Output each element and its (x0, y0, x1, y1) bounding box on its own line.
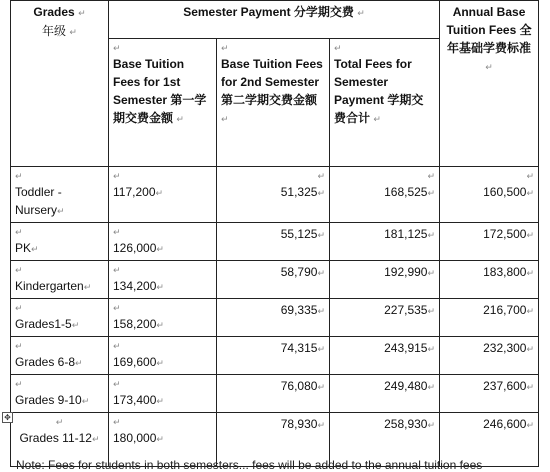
table-row (11, 223, 539, 261)
first-semester-cell: ↵ 126,000↵ (109, 223, 217, 261)
grade-cell: ↵ Grades1-5↵ (11, 299, 109, 337)
first-semester-cell: ↵ 117,200↵ (109, 167, 217, 223)
table-move-handle-icon[interactable]: ✥ (2, 412, 13, 423)
first-semester-cell: ↵ 180,000↵ (109, 413, 217, 467)
second-semester-cell: 78,930↵ (217, 413, 330, 467)
table-row (11, 337, 539, 375)
first-semester-cell: ↵ 169,600↵ (109, 337, 217, 375)
table-row (11, 375, 539, 413)
grade-cell: ↵ Grades 6-8↵ (11, 337, 109, 375)
first-semester-cell: ↵ 134,200↵ (109, 261, 217, 299)
table-row (11, 299, 539, 337)
total-fees-header: ↵ Total Fees for Semester Payment 学期交费合计 ↵ (330, 39, 440, 167)
annual-cell: 172,500↵ (440, 223, 539, 261)
second-semester-cell: 58,790↵ (217, 261, 330, 299)
total-cell: 227,535↵ (330, 299, 440, 337)
annual-cell: 216,700↵ (440, 299, 539, 337)
second-semester-header: ↵ Base Tuition Fees for 2nd Semester 第二学期交费金额 ↵ (217, 39, 330, 167)
first-semester-header: ↵ Base Tuition Fees for 1st Semester 第一学期交费金额 ↵ (109, 39, 217, 167)
total-cell: 258,930↵ (330, 413, 440, 467)
semester-payment-header: Semester Payment 分学期交费 ↵ (109, 1, 440, 39)
annual-cell: 246,600↵ (440, 413, 539, 467)
grade-cell: ↵ Toddler - Nursery↵ (11, 167, 109, 223)
first-semester-cell: ↵ 173,400↵ (109, 375, 217, 413)
first-semester-cell: ↵ 158,200↵ (109, 299, 217, 337)
total-cell: 192,990↵ (330, 261, 440, 299)
footnote: Note: Fees for students in both semesters... fees will be added to the annual tuition fees (16, 458, 483, 472)
annual-cell: ↵ 160,500↵ (440, 167, 539, 223)
annual-cell: 237,600↵ (440, 375, 539, 413)
grade-cell: ↵ Grades 11-12↵ (11, 413, 109, 467)
annual-cell: 232,300↵ (440, 337, 539, 375)
second-semester-cell: 74,315↵ (217, 337, 330, 375)
grade-cell: ↵ PK↵ (11, 223, 109, 261)
total-cell: 181,125↵ (330, 223, 440, 261)
total-cell: 249,480↵ (330, 375, 440, 413)
table-row (11, 167, 539, 223)
table-row (11, 261, 539, 299)
grade-cell: ↵ Kindergarten↵ (11, 261, 109, 299)
total-cell: ↵ 168,525↵ (330, 167, 440, 223)
annual-fees-header: Annual Base Tuition Fees 全年基础学费标准 ↵ (440, 1, 539, 167)
total-cell: 243,915↵ (330, 337, 440, 375)
second-semester-cell: 69,335↵ (217, 299, 330, 337)
second-semester-cell: 55,125↵ (217, 223, 330, 261)
second-semester-cell: ↵ 51,325↵ (217, 167, 330, 223)
second-semester-cell: 76,080↵ (217, 375, 330, 413)
tuition-fee-table (10, 0, 539, 467)
annual-cell: 183,800↵ (440, 261, 539, 299)
grade-cell: ↵ Grades 9-10↵ (11, 375, 109, 413)
grades-header: Grades ↵ 年级 ↵ (11, 1, 109, 167)
